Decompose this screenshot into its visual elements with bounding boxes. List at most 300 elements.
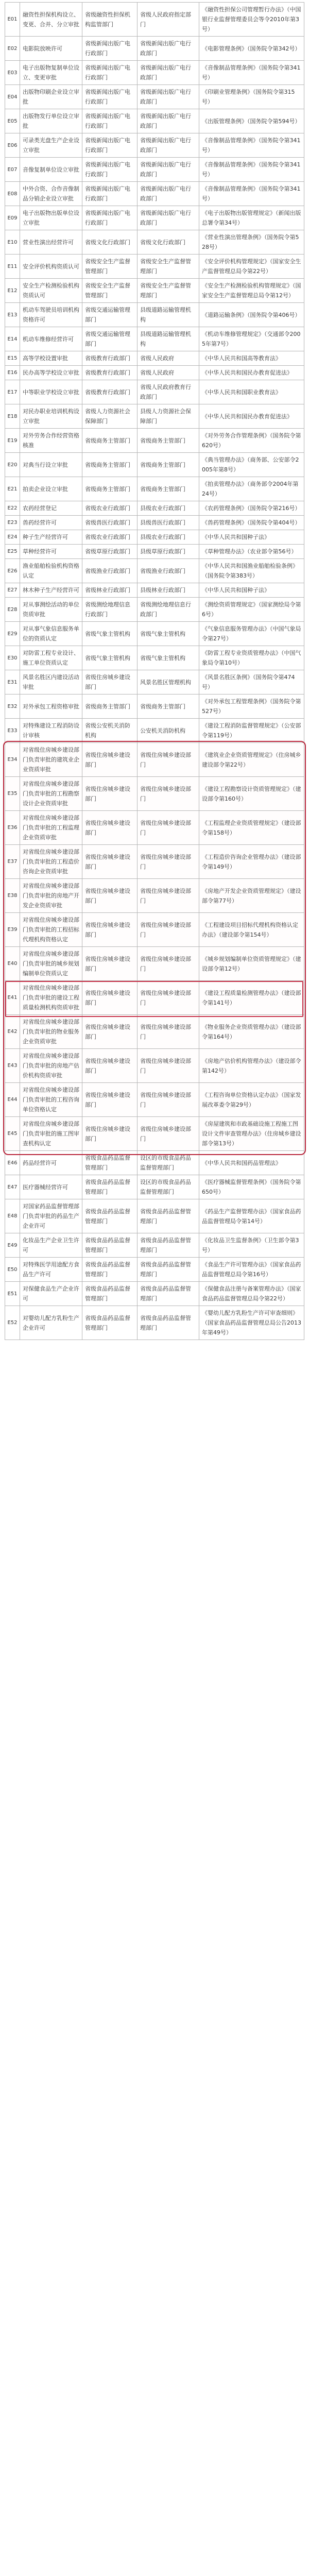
item-name: 对省级住房城乡建设部门负责审批的建设工程质量检测机构资质审批 [20, 981, 82, 1015]
implementing-org: 省级气象主管机构 [138, 622, 199, 646]
legal-basis: 《出版管理条例》（国务院令第594号） [199, 109, 304, 133]
legal-basis: 《婴幼儿配方乳粉生产许可审查细则》（国家食品药品监督管理总局公告2013年第49号） [199, 1306, 304, 1340]
table-row [5, 879, 304, 913]
supervising-dept: 省级教育行政部门 [82, 351, 138, 366]
item-name: 林木种子生产经营许可 [20, 583, 82, 598]
legal-basis: 《音像制品管理条例》（国务院令第341号） [199, 61, 304, 85]
supervising-dept: 省级兽医行政部门 [82, 516, 138, 530]
implementing-org: 省级食品药品监督管理部门 [138, 1258, 199, 1282]
supervising-dept: 省级商务主管部门 [82, 477, 138, 501]
supervising-dept: 省级商务主管部门 [82, 453, 138, 477]
implementing-org: 县级农业行政部门 [138, 530, 199, 545]
legal-basis: 《城乡规划编制单位资质管理规定》（建设部令第12号） [199, 947, 304, 981]
item-name: 对省级住房城乡建设部门负责审批的物业服务企业资质审批 [20, 1015, 82, 1049]
implementing-org: 县级道路运输管理机构 [138, 303, 199, 327]
supervising-dept: 省级草原行政部门 [82, 545, 138, 559]
row-number: E24 [5, 530, 20, 545]
table-row [5, 743, 304, 777]
legal-basis: 《拍卖管理办法》（商务部令2004年第24号） [199, 477, 304, 501]
row-number: E05 [5, 109, 20, 133]
implementing-org: 省级住房城乡建设部门 [138, 913, 199, 947]
row-number: E37 [5, 845, 20, 879]
row-number: E02 [5, 37, 20, 61]
implementing-org: 风景名胜区管理机构 [138, 670, 199, 694]
row-number: E15 [5, 351, 20, 366]
item-name: 可录类光盘生产企业设立审批 [20, 133, 82, 158]
supervising-dept: 省级住房城乡建设部门 [82, 777, 138, 811]
supervising-dept: 省级住房城乡建设部门 [82, 981, 138, 1015]
legal-basis: 《建筑业企业资质管理规定》（住房城乡建设部令第22号） [199, 743, 304, 777]
supervising-dept: 省级新闻出版广电行政部门 [82, 206, 138, 230]
item-name: 民办高等学校设立审批 [20, 366, 82, 380]
table-row [5, 646, 304, 670]
item-name: 对省级住房城乡建设部门负责审批的工程监理企业资质审批 [20, 811, 82, 845]
table-row [5, 1233, 304, 1258]
table-row [5, 947, 304, 981]
table-row [5, 61, 304, 85]
legal-basis: 《房地产估价机构管理办法》（建设部令第142号） [199, 1049, 304, 1083]
supervising-dept: 省级商务主管部门 [82, 429, 138, 453]
legal-basis: 《融资性担保公司管理暂行办法》（中国银行业监督管理委员会等令2010年第3号） [199, 3, 304, 37]
supervising-dept: 省级文化行政部门 [82, 230, 138, 255]
legal-basis: 《机动车维修管理规定》（交通部令2005年第7号） [199, 327, 304, 351]
row-number: E46 [5, 1151, 20, 1175]
legal-basis: 《电影管理条例》（国务院令第342号） [199, 37, 304, 61]
supervising-dept: 省级食品药品监督管理部门 [82, 1151, 138, 1175]
supervising-dept: 省级食品药品监督管理部门 [82, 1199, 138, 1233]
implementing-org: 县级人力资源社会保障部门 [138, 404, 199, 429]
legal-basis: 《兽药管理条例》（国务院令第404号） [199, 516, 304, 530]
item-name: 融资性担保机构设立、变更、合并、分立审批 [20, 3, 82, 37]
supervising-dept: 省级住房城乡建设部门 [82, 1015, 138, 1049]
row-number: E50 [5, 1258, 20, 1282]
implementing-org: 省级新闻出版广电行政部门 [138, 206, 199, 230]
legal-basis: 《中华人民共和国种子法》 [199, 530, 304, 545]
supervising-dept: 省级住房城乡建设部门 [82, 811, 138, 845]
supervising-dept: 省级人力资源社会保障部门 [82, 404, 138, 429]
item-name: 电影院放映许可 [20, 37, 82, 61]
implementing-org: 省级渔业行政部门 [138, 559, 199, 583]
supervising-dept: 省级食品药品监督管理部门 [82, 1233, 138, 1258]
row-number: E21 [5, 477, 20, 501]
item-name: 化妆品生产企业卫生许可 [20, 1233, 82, 1258]
implementing-org: 省级食品药品监督管理部门 [138, 1199, 199, 1233]
table-row [5, 559, 304, 583]
item-name: 对典当行设立审批 [20, 453, 82, 477]
legal-basis: 《营业性演出管理条例》（国务院令第528号） [199, 230, 304, 255]
table-row [5, 351, 304, 366]
supervising-dept: 省级教育行政部门 [82, 366, 138, 380]
legal-basis: 《中华人民共和国民办教育促进法》 [199, 366, 304, 380]
row-number: E44 [5, 1083, 20, 1117]
item-name: 草种经营许可 [20, 545, 82, 559]
row-number: E52 [5, 1306, 20, 1340]
implementing-org: 省级住房城乡建设部门 [138, 743, 199, 777]
item-name: 中等职业学校设立审批 [20, 380, 82, 404]
implementing-org: 省级测绘地理信息行政部门 [138, 598, 199, 622]
item-name: 出版物印刷企业设立审批 [20, 85, 82, 109]
table-row [5, 845, 304, 879]
legal-basis: 《房地产开发企业资质管理规定》（建设部令第77号） [199, 879, 304, 913]
row-number: E20 [5, 453, 20, 477]
implementing-org: 省级人民政府 [138, 366, 199, 380]
item-name: 对省级住房城乡建设部门负责审批的工程造价咨询企业资质审批 [20, 845, 82, 879]
row-number: E12 [5, 279, 20, 303]
row-number: E35 [5, 777, 20, 811]
row-number: E25 [5, 545, 20, 559]
row-number: E08 [5, 182, 20, 206]
legal-basis: 《中华人民共和国职业教育法》 [199, 380, 304, 404]
item-name: 兽药经营许可 [20, 516, 82, 530]
supervising-dept: 省级融资性担保机构监管部门 [82, 3, 138, 37]
table-row [5, 1151, 304, 1175]
row-number: E28 [5, 598, 20, 622]
legal-basis: 《风景名胜区条例》（国务院令第474号） [199, 670, 304, 694]
supervising-dept: 省级食品药品监督管理部门 [82, 1258, 138, 1282]
row-number: E26 [5, 559, 20, 583]
legal-basis: 《物业服务企业资质管理办法》（建设部令第164号） [199, 1015, 304, 1049]
legal-basis: 《对外劳务合作管理条例》（国务院令第620号） [199, 429, 304, 453]
item-name: 出版物发行单位设立审批 [20, 109, 82, 133]
implementing-org: 省级住房城乡建设部门 [138, 879, 199, 913]
legal-basis: 《气象信息服务管理办法》（中国气象局令第27号） [199, 622, 304, 646]
table-row [5, 694, 304, 719]
implementing-org: 省级住房城乡建设部门 [138, 1015, 199, 1049]
table-row [5, 1199, 304, 1233]
implementing-org: 省级住房城乡建设部门 [138, 1083, 199, 1117]
table-row [5, 598, 304, 622]
item-name: 对外承包工程资格审批 [20, 694, 82, 719]
row-number: E43 [5, 1049, 20, 1083]
table-row [5, 719, 304, 743]
row-number: E14 [5, 327, 20, 351]
item-name: 电子出版物出版单位设立审批 [20, 206, 82, 230]
supervising-dept: 省级住房城乡建设部门 [82, 947, 138, 981]
row-number: E41 [5, 981, 20, 1015]
implementing-org: 县级林业行政部门 [138, 583, 199, 598]
implementing-org: 省级人民政府 [138, 351, 199, 366]
supervising-dept: 省级住房城乡建设部门 [82, 913, 138, 947]
implementing-org: 省级安全生产监督管理部门 [138, 279, 199, 303]
supervising-dept: 省级测绘地理信息行政部门 [82, 598, 138, 622]
table-row [5, 255, 304, 279]
row-number: E34 [5, 743, 20, 777]
implementing-org: 省级人民政府指定部门 [138, 3, 199, 37]
item-name: 对保健食品生产企业许可 [20, 1282, 82, 1306]
item-name: 风景名胜区内建设活动审批 [20, 670, 82, 694]
row-number: E09 [5, 206, 20, 230]
implementing-org: 省级新闻出版广电行政部门 [138, 109, 199, 133]
table-row [5, 206, 304, 230]
item-name: 高等学校设置审批 [20, 351, 82, 366]
legal-basis: 《建设工程勘察设计资质管理规定》（建设部令第160号） [199, 777, 304, 811]
legal-basis: 《道路运输条例》（国务院令第406号） [199, 303, 304, 327]
table-row [5, 453, 304, 477]
item-name: 对从事测绘活动的单位资质审批 [20, 598, 82, 622]
supervising-dept: 省级公安机关消防机构 [82, 719, 138, 743]
legal-basis: 《对外承包工程管理条例》（国务院令第527号） [199, 694, 304, 719]
item-name: 对省级住房城乡建设部门负责审批的施工图审查机构认定 [20, 1117, 82, 1151]
supervising-dept: 省级新闻出版广电行政部门 [82, 61, 138, 85]
row-number: E32 [5, 694, 20, 719]
row-number: E10 [5, 230, 20, 255]
table-row [5, 85, 304, 109]
table-row [5, 1258, 304, 1282]
row-number: E31 [5, 670, 20, 694]
supervising-dept: 省级食品药品监督管理部门 [82, 1175, 138, 1199]
item-name: 机动车维修经营许可 [20, 327, 82, 351]
supervising-dept: 省级农业行政部门 [82, 501, 138, 516]
implementing-org: 省级文化行政部门 [138, 230, 199, 255]
implementing-org: 省级新闻出版广电行政部门 [138, 182, 199, 206]
document-page [0, 2, 309, 2576]
table-row [5, 516, 304, 530]
legal-basis: 《工程造价咨询企业管理办法》（建设部令第149号） [199, 845, 304, 879]
table-row [5, 1049, 304, 1083]
item-name: 对从事气象信息服务单位的资质认定 [20, 622, 82, 646]
item-name: 种子生产经营许可 [20, 530, 82, 545]
table-row [5, 1175, 304, 1199]
table-row [5, 366, 304, 380]
row-number: E06 [5, 133, 20, 158]
row-number: E48 [5, 1199, 20, 1233]
legal-basis: 《工程咨询单位资格认定办法》（国家发展改革委令第29号） [199, 1083, 304, 1117]
legal-basis: 《房屋建筑和市政基础设施工程施工图设计文件审查管理办法》（住房城乡建设部令第13号） [199, 1117, 304, 1151]
row-number: E23 [5, 516, 20, 530]
implementing-org: 省级住房城乡建设部门 [138, 811, 199, 845]
table-row [5, 1015, 304, 1049]
implementing-org: 县级草原行政部门 [138, 545, 199, 559]
table-row [5, 1083, 304, 1117]
supervising-dept: 省级气象主管机构 [82, 622, 138, 646]
implementing-org: 省级安全生产监督管理部门 [138, 255, 199, 279]
row-number: E51 [5, 1282, 20, 1306]
supervising-dept: 省级新闻出版广电行政部门 [82, 182, 138, 206]
item-name: 对特殊建设工程消防设计审核 [20, 719, 82, 743]
item-name: 营业性演出经营许可 [20, 230, 82, 255]
table-row [5, 670, 304, 694]
row-number: E07 [5, 158, 20, 182]
row-number: E04 [5, 85, 20, 109]
legal-basis: 《草种管理办法》（农业部令第56号） [199, 545, 304, 559]
item-name: 对国家药品监督管理部门负责审批的药品生产企业许可 [20, 1199, 82, 1233]
item-name: 对省级住房城乡建设部门负责审批的工程勘察设计企业资质审批 [20, 777, 82, 811]
implementing-org: 省级食品药品监督管理部门 [138, 1233, 199, 1258]
supervising-dept: 省级气象主管机构 [82, 646, 138, 670]
legal-basis: 《建设工程消防监督管理规定》（公安部令第119号） [199, 719, 304, 743]
item-name: 电子出版物复制单位设立、变更审批 [20, 61, 82, 85]
supervising-dept: 省级林业行政部门 [82, 583, 138, 598]
legal-basis: 《工程建设项目招标代理机构资格认定办法》（建设部令第154号） [199, 913, 304, 947]
legal-basis: 《中华人民共和国高等教育法》 [199, 351, 304, 366]
supervising-dept: 省级商务主管部门 [82, 694, 138, 719]
table-row [5, 583, 304, 598]
table-row [5, 3, 304, 37]
row-number: E29 [5, 622, 20, 646]
row-number: E16 [5, 366, 20, 380]
implementing-org: 省级住房城乡建设部门 [138, 845, 199, 879]
item-name: 对防雷工程专业设计、施工单位资质认定 [20, 646, 82, 670]
implementing-org: 省级新闻出版广电行政部门 [138, 37, 199, 61]
table-row [5, 133, 304, 158]
legal-basis: 《建设工程质量检测管理办法》（建设部令第141号） [199, 981, 304, 1015]
implementing-org: 县级兽医行政部门 [138, 516, 199, 530]
item-name: 对婴幼儿配方乳粉生产企业许可 [20, 1306, 82, 1340]
row-number: E36 [5, 811, 20, 845]
item-name: 农药经营登记 [20, 501, 82, 516]
supervising-dept: 省级食品药品监督管理部门 [82, 1282, 138, 1306]
row-number: E49 [5, 1233, 20, 1258]
row-number: E03 [5, 61, 20, 85]
supervising-dept: 省级教育行政部门 [82, 380, 138, 404]
supervising-dept: 省级食品药品监督管理部门 [82, 1306, 138, 1340]
implementing-org: 省级食品药品监督管理部门 [138, 1306, 199, 1340]
implementing-org: 省级新闻出版广电行政部门 [138, 158, 199, 182]
item-name: 安全评价机构资质认可 [20, 255, 82, 279]
table-row [5, 158, 304, 182]
supervising-dept: 省级安全生产监督管理部门 [82, 255, 138, 279]
implementing-org: 省级住房城乡建设部门 [138, 947, 199, 981]
supervising-dept: 省级新闻出版广电行政部门 [82, 85, 138, 109]
item-name: 安全生产检测检验机构资质认可 [20, 279, 82, 303]
table-row [5, 327, 304, 351]
row-number: E38 [5, 879, 20, 913]
table-row [5, 429, 304, 453]
table-row [5, 530, 304, 545]
implementing-org: 公安机关消防机构 [138, 719, 199, 743]
table-row [5, 913, 304, 947]
legal-basis: 《药品生产监督管理办法》（国家食品药品监督管理局令第14号） [199, 1199, 304, 1233]
item-name: 对省级住房城乡建设部门负责审批的城乡规划编制单位资质认定 [20, 947, 82, 981]
item-name: 机动车驾驶员培训机构资格许可 [20, 303, 82, 327]
implementing-org: 设区的市级食品药品监督管理部门 [138, 1151, 199, 1175]
legal-basis: 《中华人民共和国种子法》 [199, 583, 304, 598]
legal-basis: 《医疗器械监督管理条例》（国务院令第650号） [199, 1175, 304, 1199]
legal-basis: 《工程监理企业资质管理规定》（建设部令第158号） [199, 811, 304, 845]
row-number: E19 [5, 429, 20, 453]
table-body [5, 3, 304, 1340]
item-name: 对外劳务合作经营资格核准 [20, 429, 82, 453]
implementing-org: 省级人民政府教育行政部门 [138, 380, 199, 404]
item-name: 对省级住房城乡建设部门负责审批的建筑业企业资质审批 [20, 743, 82, 777]
item-name: 拍卖企业设立审批 [20, 477, 82, 501]
implementing-org: 县级道路运输管理机构 [138, 327, 199, 351]
supervising-dept: 省级住房城乡建设部门 [82, 1083, 138, 1117]
row-number: E11 [5, 255, 20, 279]
legal-basis: 《安全评价机构管理规定》（国家安全生产监督管理总局令第22号） [199, 255, 304, 279]
legal-basis: 《中华人民共和国民办教育促进法》 [199, 404, 304, 429]
table-row [5, 1282, 304, 1306]
supervising-dept: 省级渔业行政部门 [82, 559, 138, 583]
legal-basis: 《化妆品卫生监督条例》（卫生部令第3号） [199, 1233, 304, 1258]
table-row [5, 380, 304, 404]
legal-basis: 《安全生产检测检验机构管理规定》（国家安全生产监督管理总局令第12号） [199, 279, 304, 303]
supervising-dept: 省级住房城乡建设部门 [82, 1117, 138, 1151]
legal-basis: 《测绘资质管理规定》（国家测绘局令第6号） [199, 598, 304, 622]
legal-basis: 《音像制品管理条例》（国务院令第341号） [199, 133, 304, 158]
table-row [5, 404, 304, 429]
supervising-dept: 省级农业行政部门 [82, 530, 138, 545]
implementing-org: 省级商务主管部门 [138, 453, 199, 477]
supervising-dept: 省级住房城乡建设部门 [82, 743, 138, 777]
table-row [5, 303, 304, 327]
row-number: E22 [5, 501, 20, 516]
implementing-org: 省级新闻出版广电行政部门 [138, 133, 199, 158]
supervising-dept: 省级新闻出版广电行政部门 [82, 37, 138, 61]
legal-basis: 《典当管理办法》（商务部、公安部令2005年第8号） [199, 453, 304, 477]
row-number: E42 [5, 1015, 20, 1049]
legal-basis: 《农药管理条例》（国务院令第216号） [199, 501, 304, 516]
supervising-dept: 省级新闻出版广电行政部门 [82, 133, 138, 158]
supervising-dept: 省级住房城乡建设部门 [82, 670, 138, 694]
implementing-org: 县级农业行政部门 [138, 501, 199, 516]
table-row [5, 279, 304, 303]
item-name: 药品经营许可 [20, 1151, 82, 1175]
table-row [5, 182, 304, 206]
item-name: 医疗器械经营许可 [20, 1175, 82, 1199]
implementing-org: 省级气象主管机构 [138, 646, 199, 670]
legal-basis: 《印刷业管理条例》（国务院令第315号） [199, 85, 304, 109]
supervising-dept: 省级住房城乡建设部门 [82, 845, 138, 879]
table-row [5, 1117, 304, 1151]
implementing-org: 省级住房城乡建设部门 [138, 1049, 199, 1083]
table-row [5, 109, 304, 133]
legal-basis: 《中华人民共和国渔业船舶检验条例》（国务院令第383号） [199, 559, 304, 583]
row-number: E47 [5, 1175, 20, 1199]
implementing-org: 省级食品药品监督管理部门 [138, 1282, 199, 1306]
table-row [5, 545, 304, 559]
row-number: E17 [5, 380, 20, 404]
row-number: E27 [5, 583, 20, 598]
supervising-dept: 省级安全生产监督管理部门 [82, 279, 138, 303]
table-row [5, 981, 304, 1015]
implementing-org: 省级商务主管部门 [138, 429, 199, 453]
row-number: E45 [5, 1117, 20, 1151]
row-number: E01 [5, 3, 20, 37]
legal-basis: 《食品生产许可管理办法》（国家食品药品监督管理总局令第16号） [199, 1258, 304, 1282]
row-number: E39 [5, 913, 20, 947]
row-number: E30 [5, 646, 20, 670]
implementing-org: 省级新闻出版广电行政部门 [138, 61, 199, 85]
supervising-dept: 省级新闻出版广电行政部门 [82, 109, 138, 133]
implementing-org: 设区的市级食品药品监督管理部门 [138, 1175, 199, 1199]
item-name: 渔业船舶检验机构资格认定 [20, 559, 82, 583]
item-name: 对特殊医学用途配方食品生产许可 [20, 1258, 82, 1282]
table-row [5, 37, 304, 61]
row-number: E18 [5, 404, 20, 429]
approval-items-table [5, 2, 304, 1340]
legal-basis: 《防雷工程专业资质管理办法》（中国气象局令第10号） [199, 646, 304, 670]
legal-basis: 《音像制品管理条例》（国务院令第341号） [199, 182, 304, 206]
implementing-org: 省级商务主管部门 [138, 477, 199, 501]
row-number: E13 [5, 303, 20, 327]
supervising-dept: 省级住房城乡建设部门 [82, 1049, 138, 1083]
item-name: 对省级住房城乡建设部门负责审批的房地产估价机构资质审批 [20, 1049, 82, 1083]
implementing-org: 省级住房城乡建设部门 [138, 981, 199, 1015]
implementing-org: 省级住房城乡建设部门 [138, 1117, 199, 1151]
table-row [5, 622, 304, 646]
supervising-dept: 省级交通运输管理部门 [82, 303, 138, 327]
table-row [5, 501, 304, 516]
item-name: 对省级住房城乡建设部门负责审批的房地产开发企业资质审批 [20, 879, 82, 913]
supervising-dept: 省级住房城乡建设部门 [82, 879, 138, 913]
supervising-dept: 省级新闻出版广电行政部门 [82, 158, 138, 182]
row-number: E33 [5, 719, 20, 743]
table-row [5, 230, 304, 255]
legal-basis: 《电子出版物出版管理规定》（新闻出版总署令第34号） [199, 206, 304, 230]
table-row [5, 811, 304, 845]
item-name: 中外合资、合作音像制品分销企业设立审批 [20, 182, 82, 206]
